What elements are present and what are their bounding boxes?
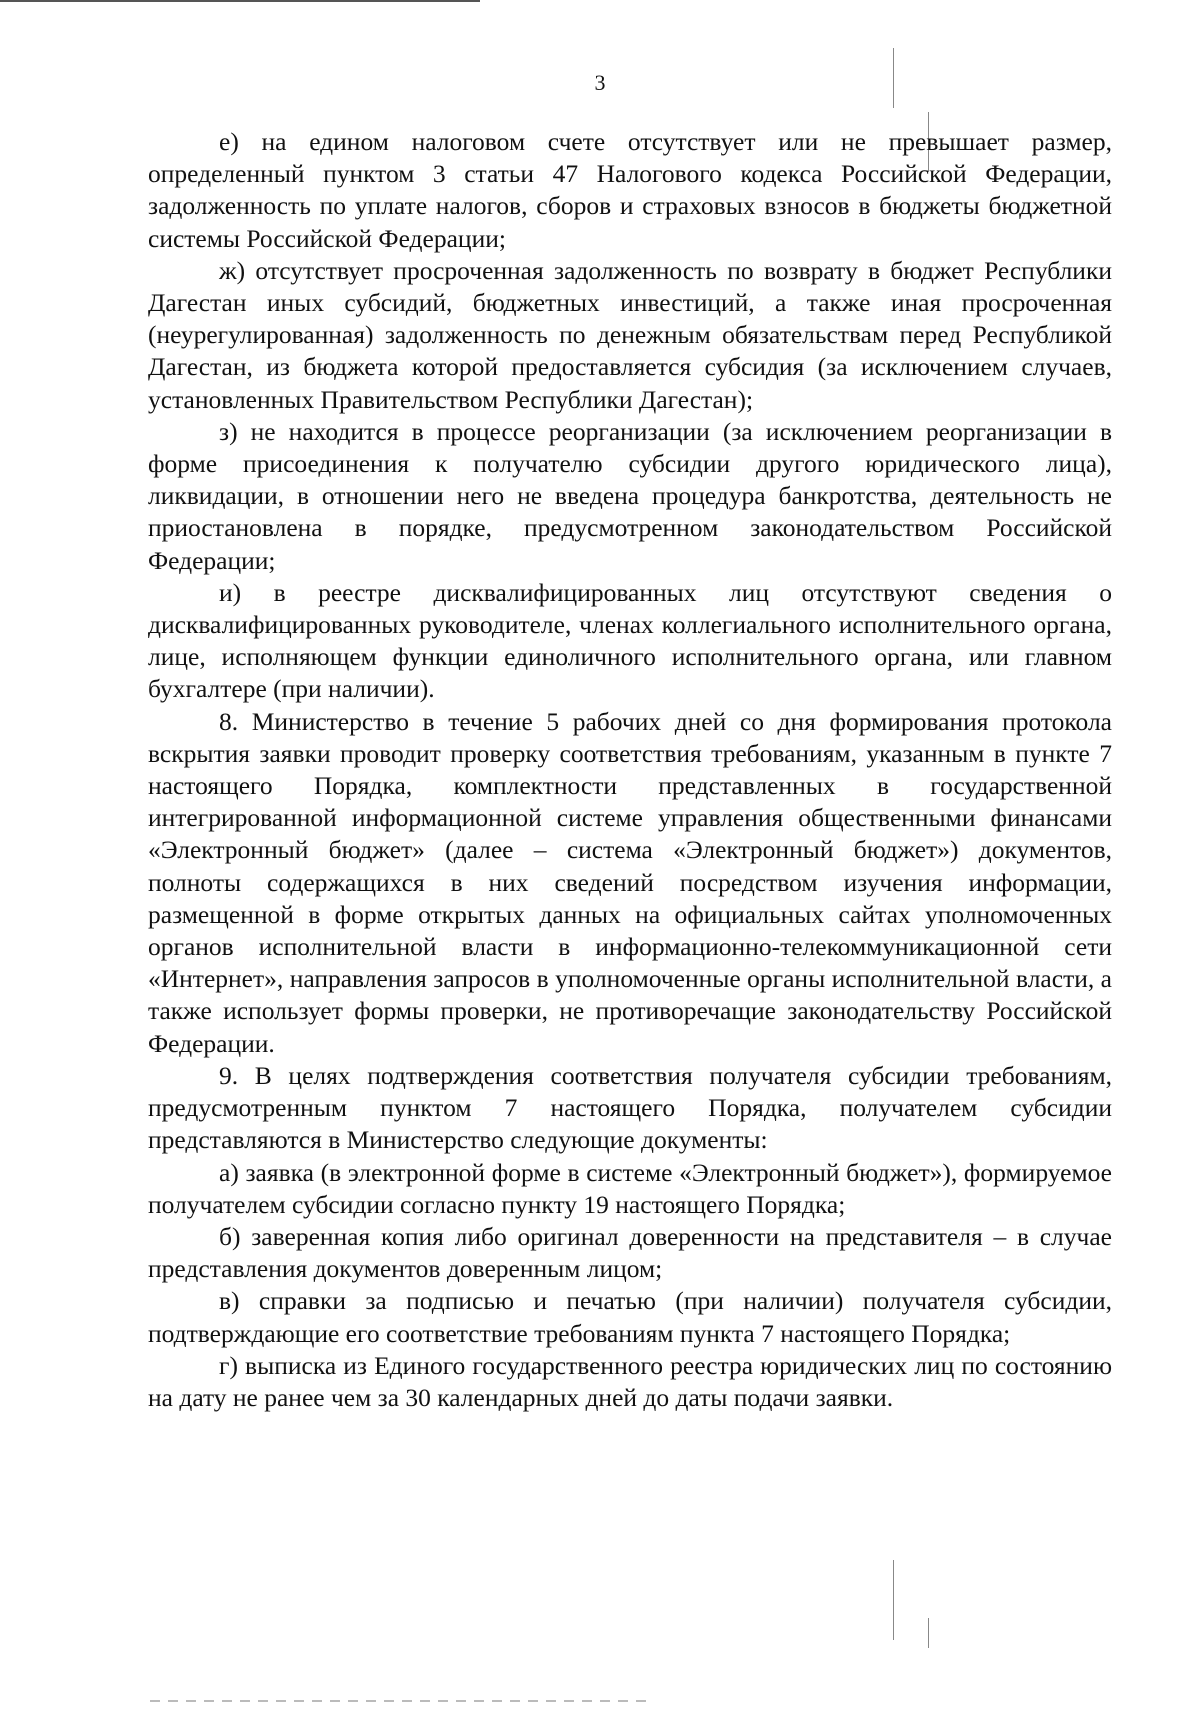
scan-artifact-mark <box>928 1618 929 1648</box>
paragraph-zh: ж) отсутствует просроченная задолженность по возврату в бюджет Республики Дагестан иных субсидий, бюджетных инвестиций, а также иная просроченная (неурегулированная) задолженность по денежным обязательствам перед Республикой Дагестан, из бюджета которой предоставляется субсидия (за исключением случаев, установленных Правительством Республики Дагестан); <box>148 255 1112 414</box>
page-number: 3 <box>594 70 606 95</box>
paragraph-9g: г) выписка из Единого государственного реестра юридических лиц по состоянию на дату не ранее чем за 30 календарных дней до даты подачи заявки. <box>148 1350 1112 1412</box>
paragraph-9v: в) справки за подписью и печатью (при наличии) получателя субсидии, подтверждающие его соответствие требованиям пункта 7 настоящего Порядка; <box>148 1286 1112 1348</box>
scan-artifact-mark <box>893 1560 894 1640</box>
paragraph-9: 9. В целях подтверждения соответствия получателя субсидии требованиям, предусмотренным пунктом 7 настоящего Порядка, получателем субсидии представляются в Министерство следующие документы: <box>148 1060 1112 1155</box>
paragraph-i: и) в реестре дисквалифицированных лиц отсутствуют сведения о дисквалифицированных руководителе, членах коллегиального исполнительного органа, лице, исполняющем функции единоличного исполнительного органа, или главном бухгалтере (при наличии). <box>148 577 1112 704</box>
scan-artifact-bottom-edge <box>150 1700 650 1702</box>
paragraph-z: з) не находится в процессе реорганизации (за исключением реорганизации в форме присоединения к получателю субсидии другого юридического лица), ликвидации, в отношении него не введена процедура банкротства, деятельность не приостановлена в порядке, предусмотренном законодательством Российской Федерации; <box>148 416 1112 575</box>
scan-artifact-top-edge <box>0 0 480 2</box>
paragraph-e: е) на едином налоговом счете отсутствует или не превышает размер, определенный пунктом 3 статьи 47 Налогового кодекса Российской Федерации, задолженность по уплате налогов, сборов и страховых взносов в бюджеты бюджетной системы Российской Федерации; <box>148 127 1112 253</box>
document-body <box>148 126 1112 1414</box>
paragraph-9a: а) заявка (в электронной форме в системе «Электронный бюджет»), формируемое получателем субсидии согласно пункту 19 настоящего Порядка; <box>148 1157 1112 1219</box>
paragraph-9b: б) заверенная копия либо оригинал доверенности на представителя – в случае представления документов доверенным лицом; <box>148 1221 1112 1284</box>
paragraph-8: 8. Министерство в течение 5 рабочих дней со дня формирования протокола вскрытия заявки проводит проверку соответствия требованиям, указанным в пункте 7 настоящего Порядка, комплектности представленных в государственной интегрированной информационной системе управления общественными финансами «Электронный бюджет» (далее – система «Электронный бюджет») документов, полноты содержащихся в них сведений посредством изучения информации, размещенной в форме открытых данных на официальных сайтах уполномоченных органов исполнительной власти в информационно-телекоммуникационной сети «Интернет», направления запросов в уполномоченные органы исполнительной власти, а также использует формы проверки, не противоречащие законодательству Российской Федерации. <box>148 706 1112 1058</box>
